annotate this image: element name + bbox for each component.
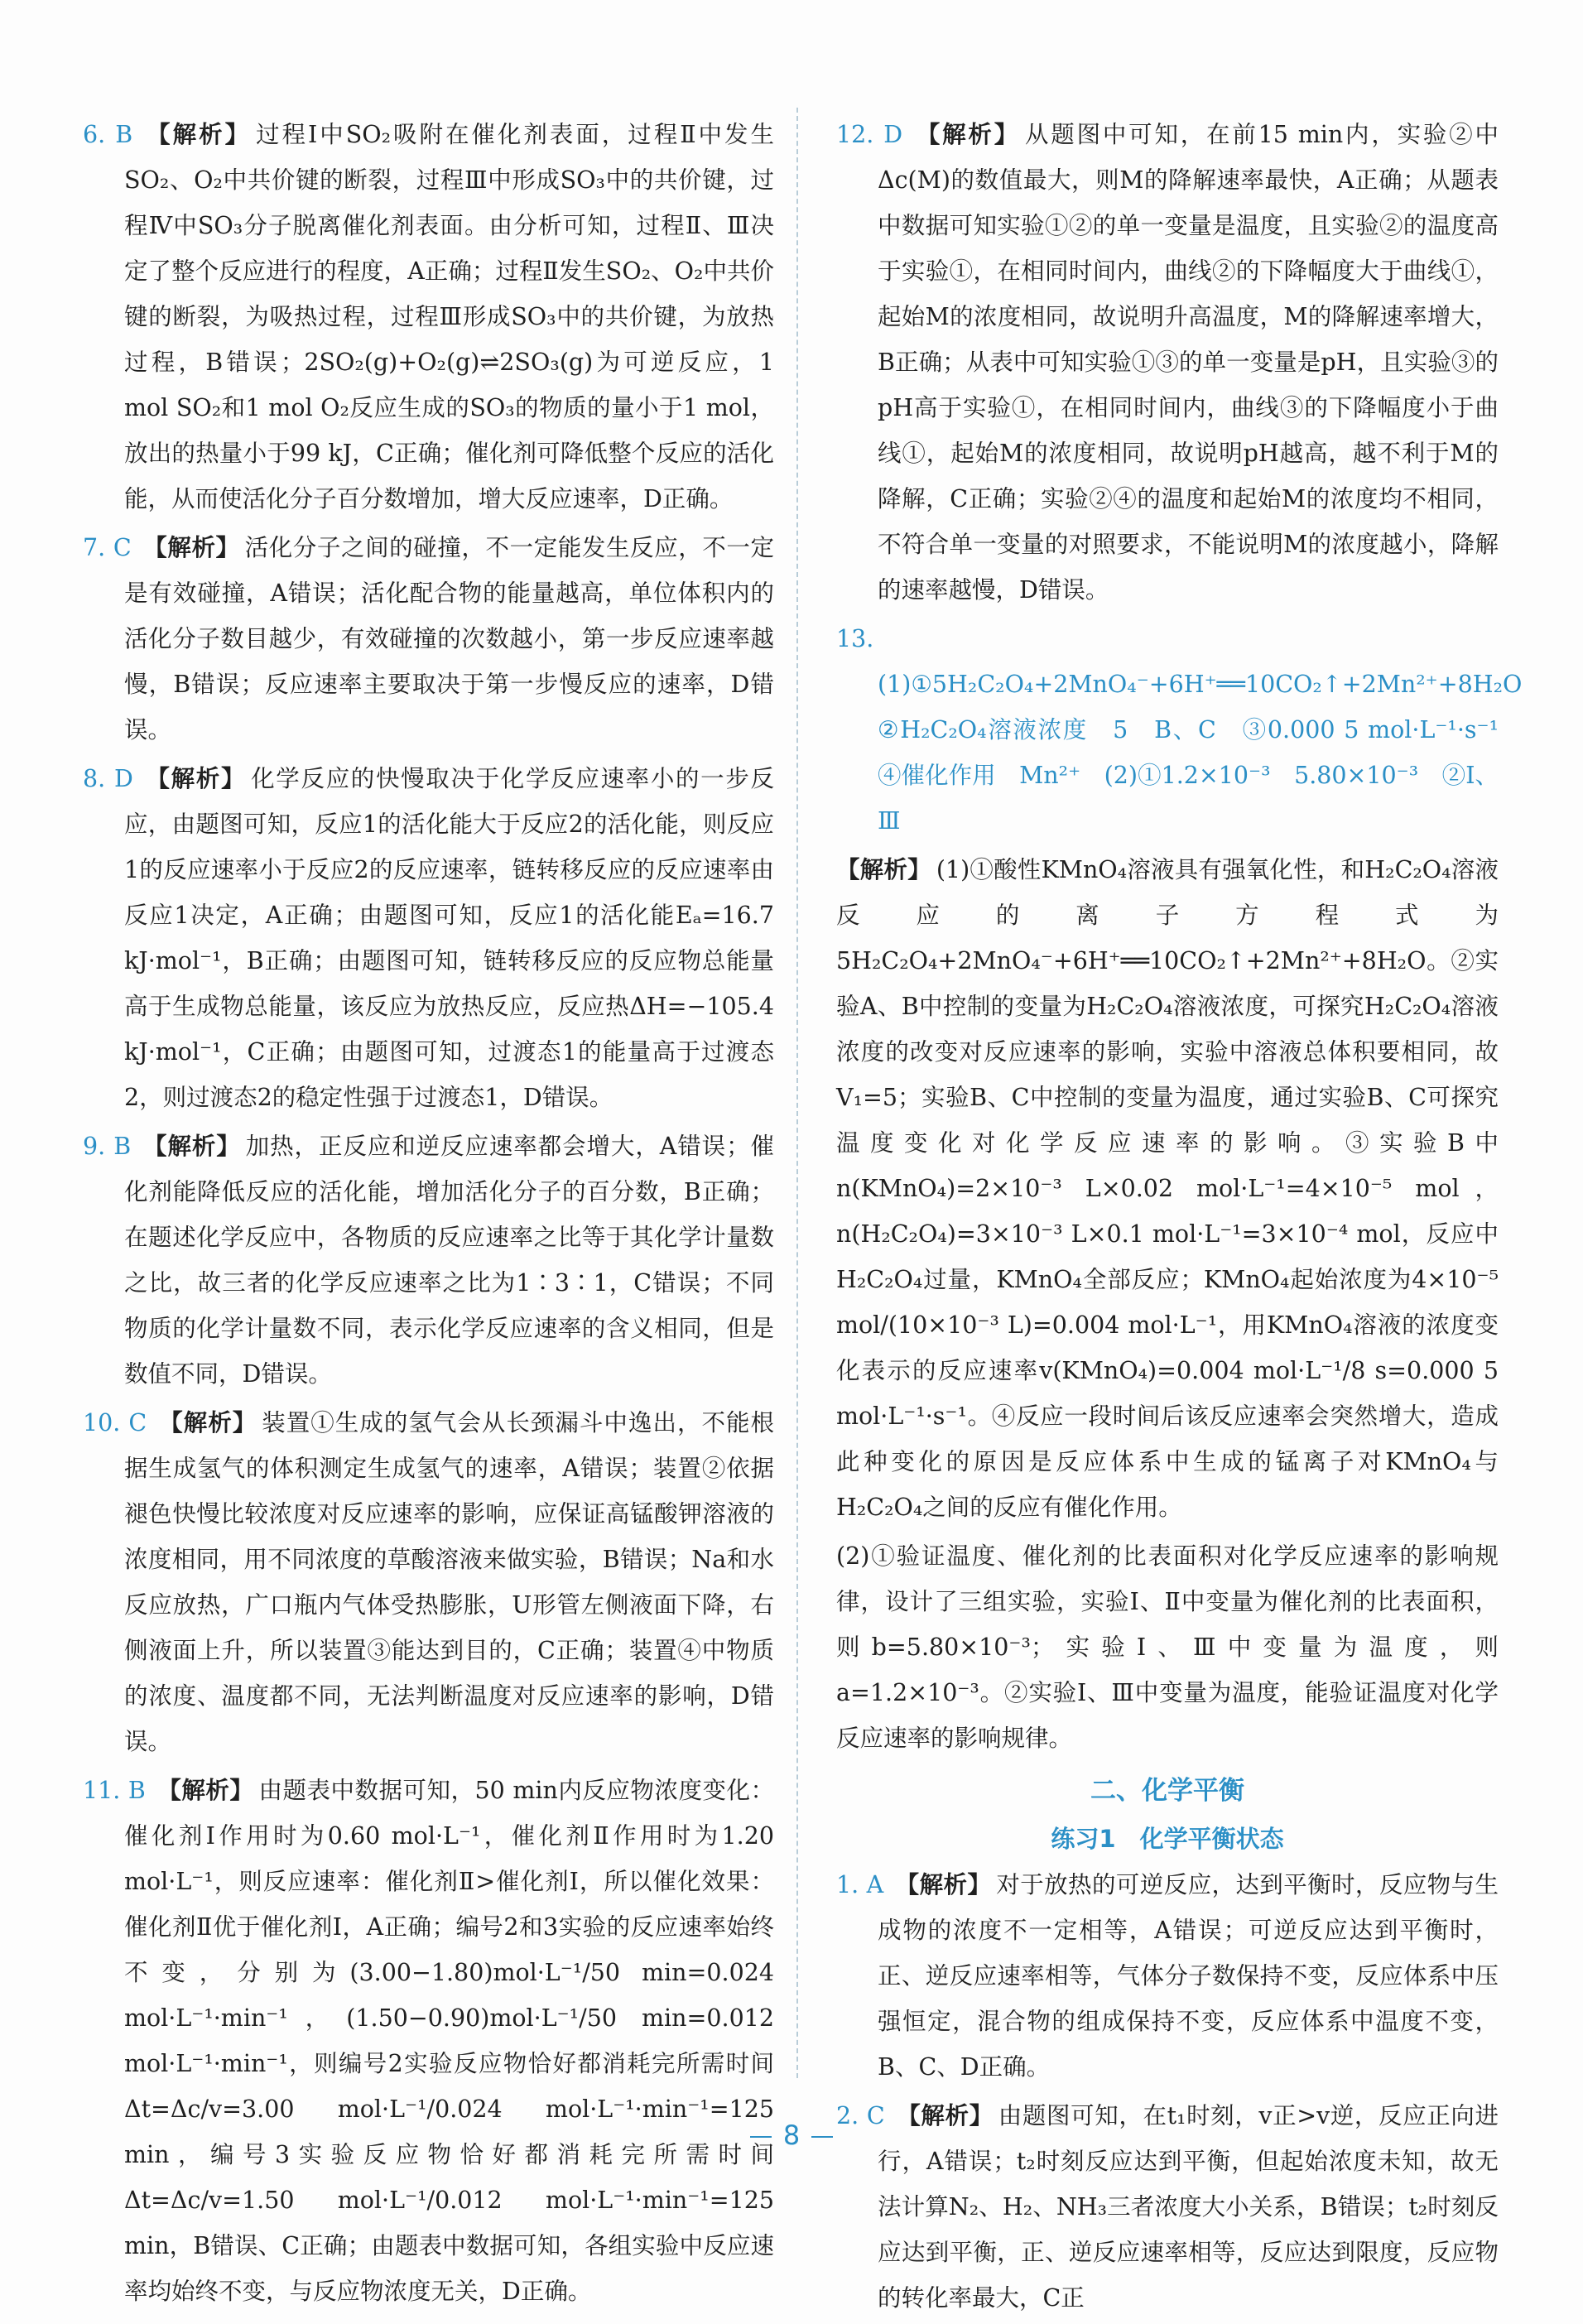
page-footer xyxy=(0,2120,1583,2151)
item-number: 1. xyxy=(836,1871,859,1898)
answer-item-6 xyxy=(83,112,774,522)
item-text: (2)①验证温度、催化剂的比表面积对化学反应速率的影响规律，设计了三组实验，实验Ⅰ、Ⅱ中变量为催化剂的比表面积，则b=5.80×10⁻³；实验Ⅰ、Ⅲ中变量为温度，则a=1.2×10⁻³。②实验Ⅰ、Ⅲ中变量为温度，能验证温度对化学反应速率的影响规律。 xyxy=(836,1542,1499,1752)
answer-item-11 xyxy=(83,1768,774,2314)
analysis-tag: 【解析】 xyxy=(158,1408,257,1436)
item-text: 由题图可知，在t₁时刻，v正>v逆，反应正向进行，A错误；t₂时刻反应达到平衡，但起始浓度未知，故无法计算N₂、H₂、NH₃三者浓度大小关系，B错误；t₂时刻反应达到平衡，正、逆反应速率相等，反应达到限度，反应物的转化率最大，C正 xyxy=(878,2102,1499,2312)
item-answer: C xyxy=(113,534,132,561)
analysis-tag: 【解析】 xyxy=(142,533,240,561)
section-subtitle: 练习1 化学平衡状态 xyxy=(1051,1825,1284,1853)
analysis-tag: 【解析】 xyxy=(142,1132,241,1160)
item-number: 13. xyxy=(836,625,874,652)
analysis-tag: 【解析】 xyxy=(914,120,1021,148)
item-number: 9. xyxy=(83,1133,106,1160)
section-title: 二、化学平衡 xyxy=(1090,1776,1244,1806)
item-number: 2. xyxy=(836,2102,859,2129)
item-text: 对于放热的可逆反应，达到平衡时，反应物与生成物的浓度不一定相等，A错误；可逆反应达到平衡时，正、逆反应速率相等，气体分子数保持不变，反应体系中压强恒定，混合物的组成保持不变，反应体系中温度不变，B、C、D正确。 xyxy=(878,1871,1499,2081)
analysis-tag: 【解析】 xyxy=(144,764,247,792)
item-text: 装置①生成的氢气会从长颈漏斗中逸出，不能根据生成氢气的体积测定生成氢气的速率，A错误；装置②依据褪色快慢比较浓度对反应速率的影响，应保证高锰酸钾溶液的浓度相同，用不同浓度的草酸溶液来做实验，B错误；Na和水反应放热，广口瓶内气体受热膨胀，U形管左侧液面下降，右侧液面上升，所以装置③能达到目的，C正确；装置④中物质的浓度、温度都不同，无法判断温度对反应速率的影响，D错误。 xyxy=(124,1409,774,1755)
answer-item-12 xyxy=(836,112,1499,613)
item-number: 11. xyxy=(83,1777,121,1804)
item-text: 从题图中可知，在前15 min内，实验②中Δc(M)的数值最大，则M的降解速率最快，A正确；从题表中数据可知实验①②的单一变量是温度，且实验②的温度高于实验①，在相同时间内，曲线②的下降幅度大于曲线①，起始M的浓度相同，故说明升高温度，M的降解速率增大，B正确；从表中可知实验①③的单一变量是pH，且实验③的pH高于实验①，在相同时间内，曲线③的下降幅度小于曲线①，起始M的浓度相同，故说明pH越高，越不利于M的降解，C正确；实验②④的温度和起始M的浓度均不相同，不符合单一变量的对照要求，不能说明M的浓度越小，降解的速率越慢，D错误。 xyxy=(878,121,1499,604)
section-item-1 xyxy=(836,1862,1499,2090)
item-number: 12. xyxy=(836,121,874,148)
answer-item-7 xyxy=(83,525,774,753)
item-number: 10. xyxy=(83,1409,121,1436)
item-text: 由题表中数据可知，50 min内反应物浓度变化：催化剂Ⅰ作用时为0.60 mol·L⁻¹，催化剂Ⅱ作用时为1.20 mol·L⁻¹，则反应速率：催化剂Ⅱ>催化剂Ⅰ，所以催化效果：催化剂Ⅱ优于催化剂Ⅰ，A正确；编号2和3实验的反应速率始终不变，分别为(3.00−1.80)mol·L⁻¹/50 min=0.024 mol·L⁻¹·min⁻¹，(1.50−0.90)mol·L⁻¹/50 min=0.012 mol·L⁻¹·min⁻¹，则编号2实验反应物恰好都消耗完所需时间Δt=Δc/v=3.00 mol·L⁻¹/0.024 mol·L⁻¹·min⁻¹=125 min，编号3实验反应物恰好都消耗完所需时间Δt=Δc/v=1.50 mol·L⁻¹/0.012 mol·L⁻¹·min⁻¹=125 min，B错误、C正确；由题表中数据可知，各组实验中反应速率均始终不变，与反应物浓度无关，D正确。 xyxy=(124,1777,774,2305)
item-text: 过程Ⅰ中SO₂吸附在催化剂表面，过程Ⅱ中发生SO₂、O₂中共价键的断裂，过程Ⅲ中形成SO₃中的共价键，过程Ⅳ中SO₃分子脱离催化剂表面。由分析可知，过程Ⅱ、Ⅲ决定了整个反应进行的程度，A正确；过程Ⅱ发生SO₂、O₂中共价键的断裂，为吸热过程，过程Ⅲ形成SO₃中的共价键，为放热过程，B错误；2SO₂(g)+O₂(g)⇌2SO₃(g)为可逆反应，1 mol SO₂和1 mol O₂反应生成的SO₃的物质的量小于1 mol，放出的热量小于99 kJ，C正确；催化剂可降低整个反应的活化能，从而使活化分子百分数增加，增大反应速率，D正确。 xyxy=(124,121,775,512)
item-number: 8. xyxy=(83,765,106,792)
item-answer: D xyxy=(113,765,133,792)
analysis-13-part1 xyxy=(836,847,1499,1530)
item-number: 6. xyxy=(83,121,106,148)
item-answer: B xyxy=(128,1777,146,1804)
answer-item-10 xyxy=(83,1400,774,1764)
answer-item-13 xyxy=(836,616,1546,844)
analysis-13-part2 xyxy=(836,1533,1499,1761)
item-text: 化学反应的快慢取决于化学反应速率小的一步反应，由题图可知，反应1的活化能大于反应2的活化能，则反应1的反应速率小于反应2的反应速率，链转移反应的反应速率由反应1决定，A正确；由题图可知，反应1的活化能Eₐ=16.7 kJ·mol⁻¹，B正确；由题图可知，链转移反应的反应物总能量高于生成物总能量，该反应为放热反应，反应热ΔH=−105.4 kJ·mol⁻¹，C正确；由题图可知，过渡态1的能量高于过渡态2，则过渡态2的稳定性强于过渡态1，D错误。 xyxy=(124,765,774,1111)
right-column xyxy=(836,112,1546,2324)
item-text: 活化分子之间的碰撞，不一定能发生反应，不一定是有效碰撞，A错误；活化配合物的能量越高，单位体积内的活化分子数目越少，有效碰撞的次数越小，第一步反应速率越慢，B错误；反应速率主要取决于第一步慢反应的速率，D错误。 xyxy=(124,534,774,743)
item-answer: B xyxy=(115,121,133,148)
answer-item-9 xyxy=(83,1124,774,1397)
item-answer: A xyxy=(866,1871,884,1898)
footer-dash-right xyxy=(811,2136,833,2138)
answer-item-8 xyxy=(83,756,774,1120)
item-text: (1)①酸性KMnO₄溶液具有强氧化性，和H₂C₂O₄溶液反应的离子方程式为5H₂C₂O₄+2MnO₄⁻+6H⁺══10CO₂↑+2Mn²⁺+8H₂O。②实验A、B中控制的变量为H₂C₂O₄溶液浓度，可探究H₂C₂O₄溶液浓度的改变对反应速率的影响，实验中溶液总体积要相同，故V₁=5；实验B、C中控制的变量为温度，通过实验B、C可探究温度变化对化学反应速率的影响。③实验B中n(KMnO₄)=2×10⁻³ L×0.02 mol·L⁻¹=4×10⁻⁵ mol，n(H₂C₂O₄)=3×10⁻³ L×0.1 mol·L⁻¹=3×10⁻⁴ mol，反应中H₂C₂O₄过量，KMnO₄全部反应；KMnO₄起始浓度为4×10⁻⁵ mol/(10×10⁻³ L)=0.004 mol·L⁻¹，用KMnO₄溶液的浓度变化表示的反应速率v(KMnO₄)=0.004 mol·L⁻¹/8 s=0.000 5 mol·L⁻¹·s⁻¹。④反应一段时间后该反应速率会突然增大，造成此种变化的原因是反应体系中生成的锰离子对KMnO₄与H₂C₂O₄之间的反应有催化作用。 xyxy=(836,856,1499,1521)
item-answer: B xyxy=(113,1133,132,1160)
item-answer: C xyxy=(866,2102,885,2129)
item-answer: D xyxy=(883,121,903,148)
footer-dash-left xyxy=(750,2136,772,2138)
page-number: 8 xyxy=(782,2120,801,2151)
item-answer: C xyxy=(128,1409,147,1436)
item-answer: (1)①5H₂C₂O₄+2MnO₄⁻+6H⁺══10CO₂↑+2Mn²⁺+8H₂O ②H₂C₂O₄溶液浓度 5 B、C ③0.000 5 mol·L⁻¹·s⁻¹ ④催化作用 Mn²⁺ (2)①1.2×10⁻³ 5.80×10⁻³ ②Ⅰ、Ⅲ xyxy=(878,671,1546,835)
left-column xyxy=(83,112,774,2317)
item-number: 7. xyxy=(83,534,106,561)
column-divider xyxy=(796,108,798,2078)
analysis-tag: 【解析】 xyxy=(144,120,252,148)
analysis-tag: 【解析】 xyxy=(896,2101,994,2129)
item-text: 加热，正反应和逆反应速率都会增大，A错误；催化剂能降低反应的活化能，增加活化分子的百分数，B正确；在题述化学反应中，各物质的反应速率之比等于其化学计量数之比，故三者的化学反应速率之比为1∶3∶1，C错误；不同物质的化学计量数不同，表示化学反应速率的含义相同，但是数值不同，D错误。 xyxy=(124,1133,774,1388)
analysis-tag: 【解析】 xyxy=(895,1870,992,1898)
analysis-tag: 【解析】 xyxy=(156,1776,254,1804)
analysis-tag: 【解析】 xyxy=(836,855,931,883)
